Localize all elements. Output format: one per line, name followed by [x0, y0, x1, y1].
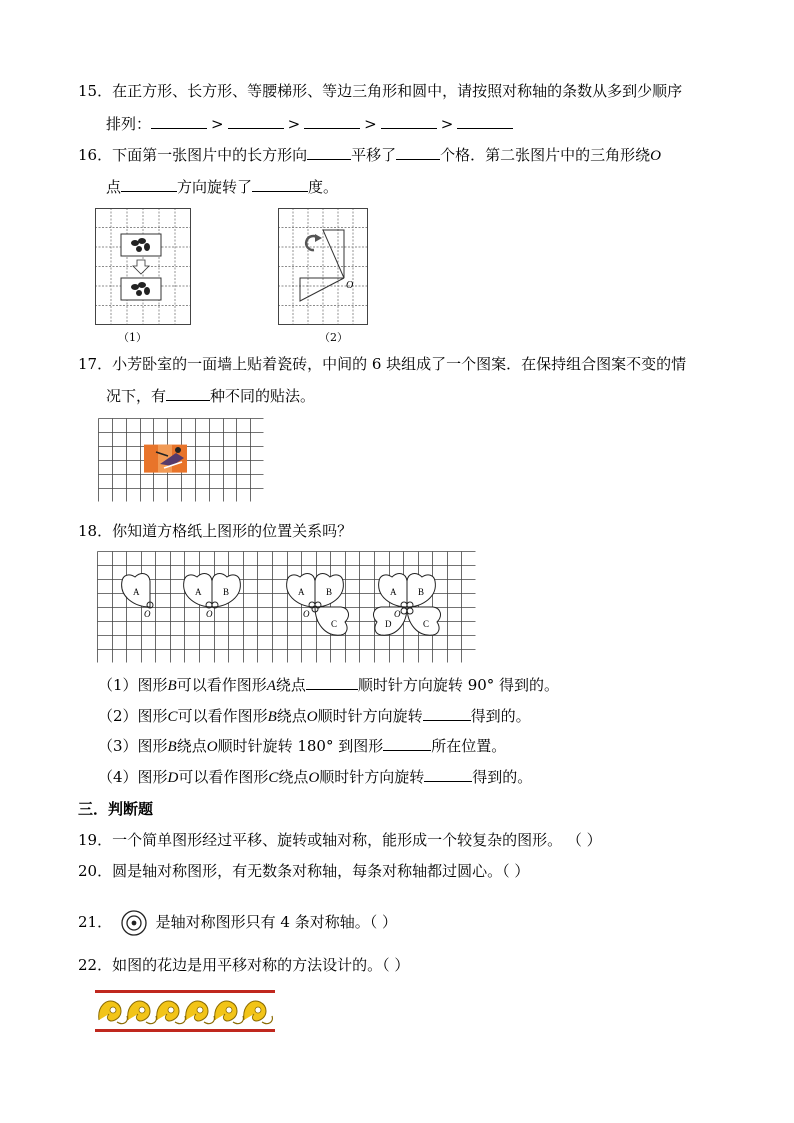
q18-s4-f: O	[308, 770, 320, 786]
section-heading-judgement: 三．判断题	[78, 800, 154, 818]
q18-s2-d: B	[267, 709, 277, 725]
q18-sub1	[98, 675, 559, 696]
point-label-3: O	[303, 609, 310, 619]
q16-blank-direction[interactable]	[307, 145, 351, 160]
rotate-arrowhead-icon	[315, 234, 322, 242]
q15-line2	[106, 114, 513, 134]
q18-s1-b: B	[167, 678, 177, 694]
petal-label-a4: A	[390, 587, 397, 597]
petal-label-b3: B	[326, 587, 333, 597]
q18-s3-blank[interactable]	[383, 736, 431, 751]
petal-label-c4: C	[423, 619, 430, 629]
q18-s2-f: O	[306, 709, 318, 725]
q16-text-e: 方向旋转了	[177, 178, 253, 196]
q15-blank-3[interactable]	[304, 114, 360, 129]
point-label-4: O	[394, 609, 401, 619]
q18-s1-f: 顺时针方向旋转 90° 得到的。	[357, 676, 560, 694]
q18-s3-f: 所在位置。	[431, 737, 507, 755]
flower-2	[184, 574, 241, 619]
q17-blank[interactable]	[166, 386, 210, 401]
q15-sep-4: >	[440, 115, 454, 133]
q18-s4-e: 绕点	[278, 768, 309, 786]
lace-unit	[157, 1001, 186, 1024]
flower-4	[374, 574, 441, 636]
q16-figure-1	[95, 208, 191, 325]
q16-text-d: 点	[106, 178, 122, 196]
q18-s2-g: 顺时针方向旋转	[317, 707, 423, 725]
rect-bottom	[121, 278, 161, 300]
q16-text-b: 平移了	[351, 146, 397, 164]
q18-s3-d: O	[206, 739, 218, 755]
petal-label-d4: D	[385, 619, 392, 629]
petal-label-b2: B	[223, 587, 230, 597]
q18-sub4	[98, 767, 532, 788]
petal-label-a1: A	[133, 587, 140, 597]
q17-line2	[106, 386, 315, 406]
q16-text-a: 16．下面第一张图片中的长方形向	[78, 146, 308, 164]
q19: 19．一个简单图形经过平移、旋转或轴对称，能形成一个较复杂的图形。 （ ）	[78, 831, 602, 849]
lace-border-figure	[95, 990, 275, 1032]
q16-caption-2: （2）	[319, 331, 348, 344]
q16-text-f: 度。	[308, 178, 339, 196]
border-top-line	[95, 990, 275, 993]
q18-s3-c: 绕点	[176, 737, 207, 755]
q16-blank-rotdir[interactable]	[121, 177, 177, 192]
q16-line2	[106, 177, 338, 197]
q18-s1-a: （1）图形	[98, 676, 168, 694]
q18-s1-d: A	[266, 678, 276, 694]
point-label-1: O	[144, 609, 151, 619]
q16-blank-degree[interactable]	[252, 177, 308, 192]
q18-s4-h: 得到的。	[472, 768, 533, 786]
q18-s4-d: C	[268, 770, 279, 786]
lace-unit	[215, 1001, 244, 1024]
q21	[78, 908, 397, 938]
q15-blank-2[interactable]	[228, 114, 284, 129]
q18-s3-b: B	[167, 739, 177, 755]
q18-s4-b: D	[167, 770, 179, 786]
lace-pattern	[99, 1001, 273, 1024]
q18-s2-e: 绕点	[276, 707, 307, 725]
q18-s4-c: 可以看作图形	[178, 768, 269, 786]
petal-label-a2: A	[195, 587, 202, 597]
q16-figure-2	[278, 208, 368, 325]
q18-s3-a: （3）图形	[98, 737, 168, 755]
q17-text-a: 况下，有	[106, 387, 167, 405]
q17-line1: 17．小芳卧室的一面墙上贴着瓷砖，中间的 6 块组成了一个图案．在保持组合图案不变的情	[78, 355, 687, 373]
q18-sub2	[98, 706, 531, 727]
triangle-original	[323, 230, 344, 278]
q18-s1-e: 绕点	[275, 676, 306, 694]
q18-s2-blank[interactable]	[423, 706, 471, 721]
lace-unit	[244, 1001, 273, 1024]
q16-blank-count[interactable]	[396, 145, 440, 160]
q15-blank-5[interactable]	[457, 114, 513, 129]
q22: 22．如图的花边是用平移对称的方法设计的。（ ）	[78, 956, 410, 974]
q18-s4-a: （4）图形	[98, 768, 168, 786]
lace-unit	[186, 1001, 215, 1024]
border-bottom-line	[95, 1029, 275, 1032]
q18-figure-grid	[97, 551, 476, 663]
q18-s4-blank[interactable]	[424, 767, 472, 782]
q15-blank-1[interactable]	[151, 114, 207, 129]
q18-s3-e: 顺时针旋转 180° 到图形	[217, 737, 384, 755]
q15-sep-3: >	[364, 115, 377, 133]
q18-s4-g: 顺时针方向旋转	[319, 768, 425, 786]
q15-blank-4[interactable]	[381, 114, 437, 129]
flower-3	[287, 574, 349, 636]
q18-s2-h: 得到的。	[470, 707, 531, 725]
q18-s1-blank[interactable]	[306, 675, 358, 690]
q15-prefix: 排列：	[106, 115, 152, 133]
q17-text-b: 种不同的贴法。	[210, 387, 316, 405]
q20: 20．圆是轴对称图形，有无数条对称轴，每条对称轴都过圆心。（ ）	[78, 862, 530, 880]
petal-label-b4: B	[418, 587, 425, 597]
lace-unit	[99, 1001, 128, 1024]
rect-top	[121, 234, 161, 256]
q15-sep-1: >	[211, 115, 224, 133]
petal-label-c3: C	[331, 619, 338, 629]
concentric-circles-icon	[119, 908, 149, 938]
q16-point-label: O	[346, 280, 354, 291]
q18-s2-a: （2）图形	[98, 707, 168, 725]
q16-point-o: O	[650, 148, 661, 164]
q15-sep-2: >	[287, 115, 301, 133]
arrow-down-icon	[133, 260, 149, 274]
point-label-2: O	[206, 609, 213, 619]
q18-s1-c: 可以看作图形	[176, 676, 267, 694]
q16-text-c: 个格．第二张图片中的三角形绕	[440, 146, 651, 164]
q17-tile-grid	[98, 418, 264, 502]
q18-title: 18．你知道方格纸上图形的位置关系吗？	[78, 522, 353, 540]
q21-text: 是轴对称图形只有 4 条对称轴。（ ）	[155, 913, 398, 931]
lace-unit	[128, 1001, 157, 1024]
q18-sub3	[98, 736, 506, 757]
q15-line1: 15．在正方形、长方形、等腰梯形、等边三角形和圆中，请按照对称轴的条数从多到少顺序	[78, 82, 683, 100]
q16-caption-1: （1）	[118, 331, 147, 344]
q16-line1	[78, 145, 661, 166]
q18-s2-c: 可以看作图形	[177, 707, 268, 725]
q21-num: 21．	[78, 913, 113, 931]
petal-label-a3: A	[298, 587, 305, 597]
q18-s2-b: C	[167, 709, 178, 725]
triangle-rotated	[300, 278, 344, 301]
